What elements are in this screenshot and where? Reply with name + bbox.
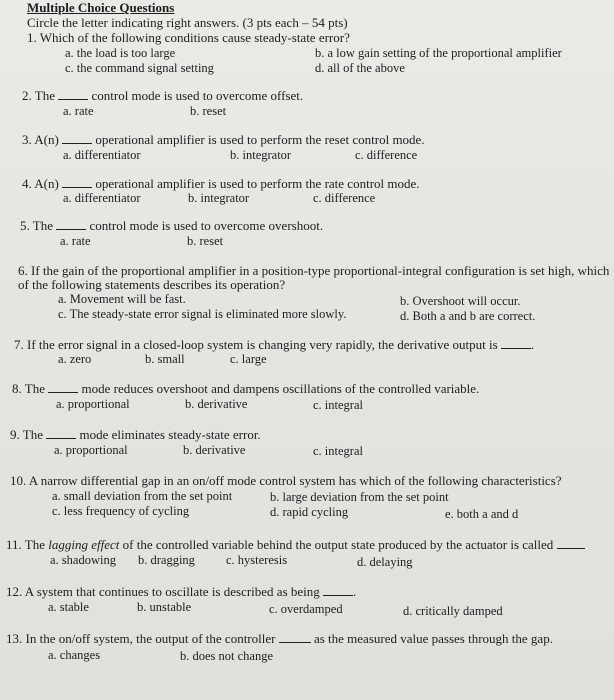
question-number: 8. The — [12, 381, 45, 396]
answer-blank[interactable] — [557, 538, 585, 549]
answer-blank[interactable] — [48, 382, 78, 393]
q6-option-d[interactable]: d. Both a and b are correct. — [400, 309, 536, 323]
q7-option-a[interactable]: a. zero — [58, 352, 92, 366]
q2-option-b[interactable]: b. reset — [190, 104, 227, 118]
q4-option-a[interactable]: a. differentiator — [63, 191, 141, 205]
question-6-stem-line2: of the following statements describes its operation? — [18, 277, 286, 292]
q12-option-b[interactable]: b. unstable — [137, 600, 192, 614]
period: . — [530, 337, 535, 352]
question-number: 4. A(n) — [22, 176, 59, 191]
q2-option-a[interactable]: a. rate — [63, 104, 94, 118]
question-number: 3. A(n) — [22, 132, 59, 147]
question-emphasis: lagging effect — [48, 537, 120, 552]
question-6-stem-line1 — [18, 264, 609, 278]
question-text: A narrow differential gap in an on/off mode control system has which of the following characteristics? — [28, 473, 562, 488]
question-text-pre: The — [24, 537, 46, 552]
question-text: of the controlled variable behind the output state produced by the actuator is called — [122, 537, 554, 552]
q12-option-c[interactable]: c. overdamped — [269, 602, 343, 616]
q6-option-b[interactable]: b. Overshoot will occur. — [400, 294, 521, 308]
question-3-stem — [22, 133, 425, 147]
q5-option-b[interactable]: b. reset — [187, 234, 224, 248]
instructions: Circle the letter indicating right answers. (3 pts each – 54 pts) — [27, 15, 348, 30]
answer-blank[interactable] — [56, 219, 86, 230]
q8-option-b[interactable]: b. derivative — [185, 397, 248, 411]
q3-option-a[interactable]: a. differentiator — [63, 148, 141, 162]
answer-blank[interactable] — [46, 428, 76, 439]
period: . — [353, 584, 357, 599]
answer-blank[interactable] — [323, 585, 353, 596]
question-number: 5. The — [20, 218, 53, 233]
q1-option-d[interactable]: d. all of the above — [315, 61, 405, 75]
q9-option-a[interactable]: a. proportional — [54, 443, 128, 457]
q10-option-a[interactable]: a. small deviation from the set point — [52, 489, 233, 503]
question-8-stem — [12, 382, 479, 396]
question-2-stem — [22, 89, 303, 103]
question-text: If the error signal in a closed-loop system is changing very rapidly, the derivative output is — [27, 337, 498, 352]
question-text-end: as the measured value passes through the gap. — [313, 631, 553, 646]
question-text: control mode is used to overcome offset. — [91, 88, 304, 103]
question-text: In the on/off system, the output of the controller — [25, 631, 276, 646]
q5-option-a[interactable]: a. rate — [60, 234, 91, 248]
question-text: Which of the following conditions cause steady-state error? — [39, 30, 350, 45]
q11-option-d[interactable]: d. delaying — [357, 555, 413, 569]
q1-option-b[interactable]: b. a low gain setting of the proportional amplifier — [315, 46, 562, 60]
question-number: 7. — [14, 337, 24, 352]
question-number: 10. — [10, 473, 27, 488]
q10-option-b[interactable]: b. large deviation from the set point — [270, 490, 449, 504]
q11-option-c[interactable]: c. hysteresis — [226, 553, 288, 567]
answer-blank[interactable] — [62, 177, 92, 188]
question-10-stem — [10, 474, 562, 488]
q8-option-c[interactable]: c. integral — [313, 398, 363, 412]
q12-option-d[interactable]: d. critically damped — [403, 604, 503, 618]
question-number: 9. The — [10, 427, 43, 442]
question-number: 12. — [6, 584, 23, 599]
answer-blank[interactable] — [501, 338, 531, 349]
question-text: operational amplifier is used to perform the rate control mode. — [95, 176, 420, 191]
q3-option-b[interactable]: b. integrator — [230, 148, 292, 162]
question-4-stem — [22, 177, 420, 191]
question-7-stem — [14, 338, 534, 352]
question-number: 11. — [6, 537, 22, 552]
question-text: If the gain of the proportional amplifier in a position-type proportional-integral configuration is set high, which — [31, 263, 610, 278]
q6-option-c[interactable]: c. The steady-state error signal is eliminated more slowly. — [58, 307, 347, 321]
page-title: Multiple Choice Questions — [27, 0, 175, 15]
question-12-stem — [6, 585, 356, 599]
q9-option-b[interactable]: b. derivative — [183, 443, 246, 457]
question-text: operational amplifier is used to perform the reset control mode. — [95, 132, 425, 147]
question-number: 1. — [27, 30, 37, 45]
question-text: A system that continues to oscillate is described as being — [24, 584, 320, 599]
question-1-stem — [27, 31, 350, 45]
question-5-stem — [20, 219, 323, 233]
q4-option-c[interactable]: c. difference — [313, 191, 376, 205]
q9-option-c[interactable]: c. integral — [313, 444, 363, 458]
q10-option-c[interactable]: c. less frequency of cycling — [52, 504, 190, 518]
q13-option-b[interactable]: b. does not change — [180, 649, 274, 663]
answer-blank[interactable] — [62, 133, 92, 144]
question-text: control mode is used to overcome overshoot. — [89, 218, 324, 233]
question-text: mode eliminates steady-state error. — [79, 427, 261, 442]
question-number: 2. The — [22, 88, 55, 103]
q11-option-b[interactable]: b. dragging — [138, 553, 195, 567]
answer-blank[interactable] — [279, 632, 311, 643]
q13-option-a[interactable]: a. changes — [48, 648, 101, 662]
q1-option-a[interactable]: a. the load is too large — [65, 46, 176, 60]
question-number: 6. — [18, 263, 28, 278]
q1-option-c[interactable]: c. the command signal setting — [65, 61, 214, 75]
question-text: mode reduces overshoot and dampens oscillations of the controlled variable. — [81, 381, 480, 396]
q7-option-b[interactable]: b. small — [145, 352, 185, 366]
q6-option-a[interactable]: a. Movement will be fast. — [58, 292, 186, 306]
q7-option-c[interactable]: c. large — [230, 352, 267, 366]
q8-option-a[interactable]: a. proportional — [56, 397, 130, 411]
q11-option-a[interactable]: a. shadowing — [50, 553, 116, 567]
answer-blank[interactable] — [58, 89, 88, 100]
q10-option-e[interactable]: e. both a and d — [445, 507, 519, 521]
question-9-stem — [10, 428, 261, 442]
question-11-stem — [6, 538, 585, 552]
question-13-stem — [6, 632, 553, 646]
question-number: 13. — [6, 631, 23, 646]
q3-option-c[interactable]: c. difference — [355, 148, 418, 162]
q4-option-b[interactable]: b. integrator — [188, 191, 250, 205]
q12-option-a[interactable]: a. stable — [48, 600, 89, 614]
q10-option-d[interactable]: d. rapid cycling — [270, 505, 349, 519]
